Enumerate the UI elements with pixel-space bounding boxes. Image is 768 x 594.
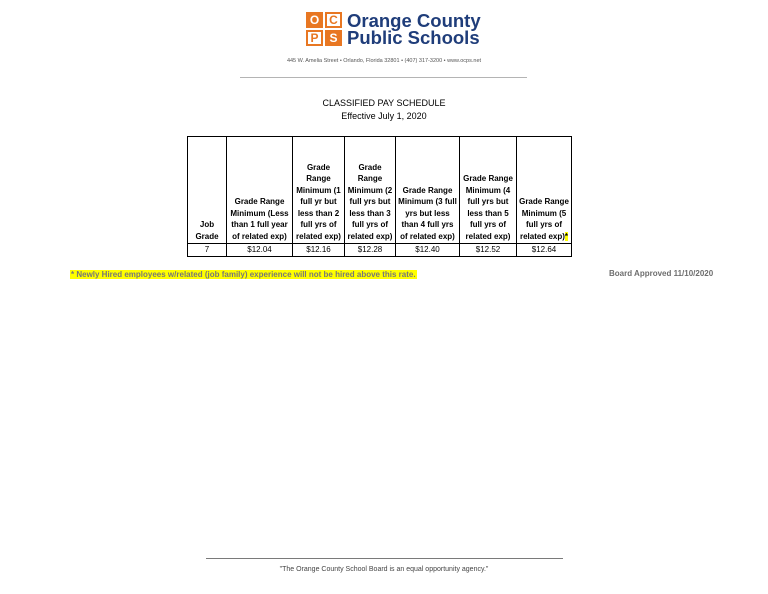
table-header-row [188,137,572,244]
cell-rate-4-yrs: $12.52 [460,244,517,257]
column-header-2-yrs: Grade Range Minimum (2 full yrs but less than 3 full yrs of related exp) [345,137,396,244]
logo-letter-c: C [325,12,342,28]
column-header-5-yrs [517,137,572,244]
logo-letter-s: S [325,30,342,46]
column-header-4-yrs: Grade Range Minimum (4 full yrs but less than 5 full yrs of related exp) [460,137,517,244]
cell-job-grade: 7 [188,244,227,257]
footer-divider [206,558,563,559]
logo-letter-grid [306,12,342,46]
logo-letter-o: O [306,12,323,28]
column-header-1-yr: Grade Range Minimum (1 full yr but less than 2 full yrs of related exp) [293,137,345,244]
header-divider [240,77,527,78]
footer-tagline: "The Orange County School Board is an equal opportunity agency." [279,566,489,573]
pay-schedule-table [187,136,572,257]
org-name [347,12,481,46]
column-header-job-grade: Job Grade [188,137,227,244]
document-title: CLASSIFIED PAY SCHEDULE [322,98,446,108]
column-header-3-yrs: Grade Range Minimum (3 full yrs but less than 4 full yrs of related exp) [396,137,460,244]
board-approved-date: Board Approved 11/10/2020 [609,269,714,278]
document-heading [0,97,768,123]
address-line: 445 W. Amelia Street • Orlando, Florida 32801 • (407) 317-3200 • www.ocps.net [286,58,482,64]
org-name-line1: Orange County [347,10,481,31]
cell-rate-2-yrs: $12.28 [345,244,396,257]
cell-rate-less-than-1-yr: $12.04 [227,244,293,257]
asterisk-marker: * [564,231,569,241]
cell-rate-3-yrs: $12.40 [396,244,460,257]
effective-date: Effective July 1, 2020 [341,111,427,121]
ocps-logo [306,12,481,46]
column-header-5-yrs-text: Grade Range Minimum (5 full yrs of related exp) [519,197,569,241]
table-row [188,244,572,257]
column-header-less-than-1-yr: Grade Range Minimum (Less than 1 full year of related exp) [227,137,293,244]
cell-rate-1-yr: $12.16 [293,244,345,257]
footnote: * Newly Hired employees w/related (job family) experience will not be hired above this rate. [71,270,416,279]
org-name-line2: Public Schools [347,27,480,48]
cell-rate-5-yrs: $12.64 [517,244,572,257]
logo-letter-p: P [306,30,323,46]
